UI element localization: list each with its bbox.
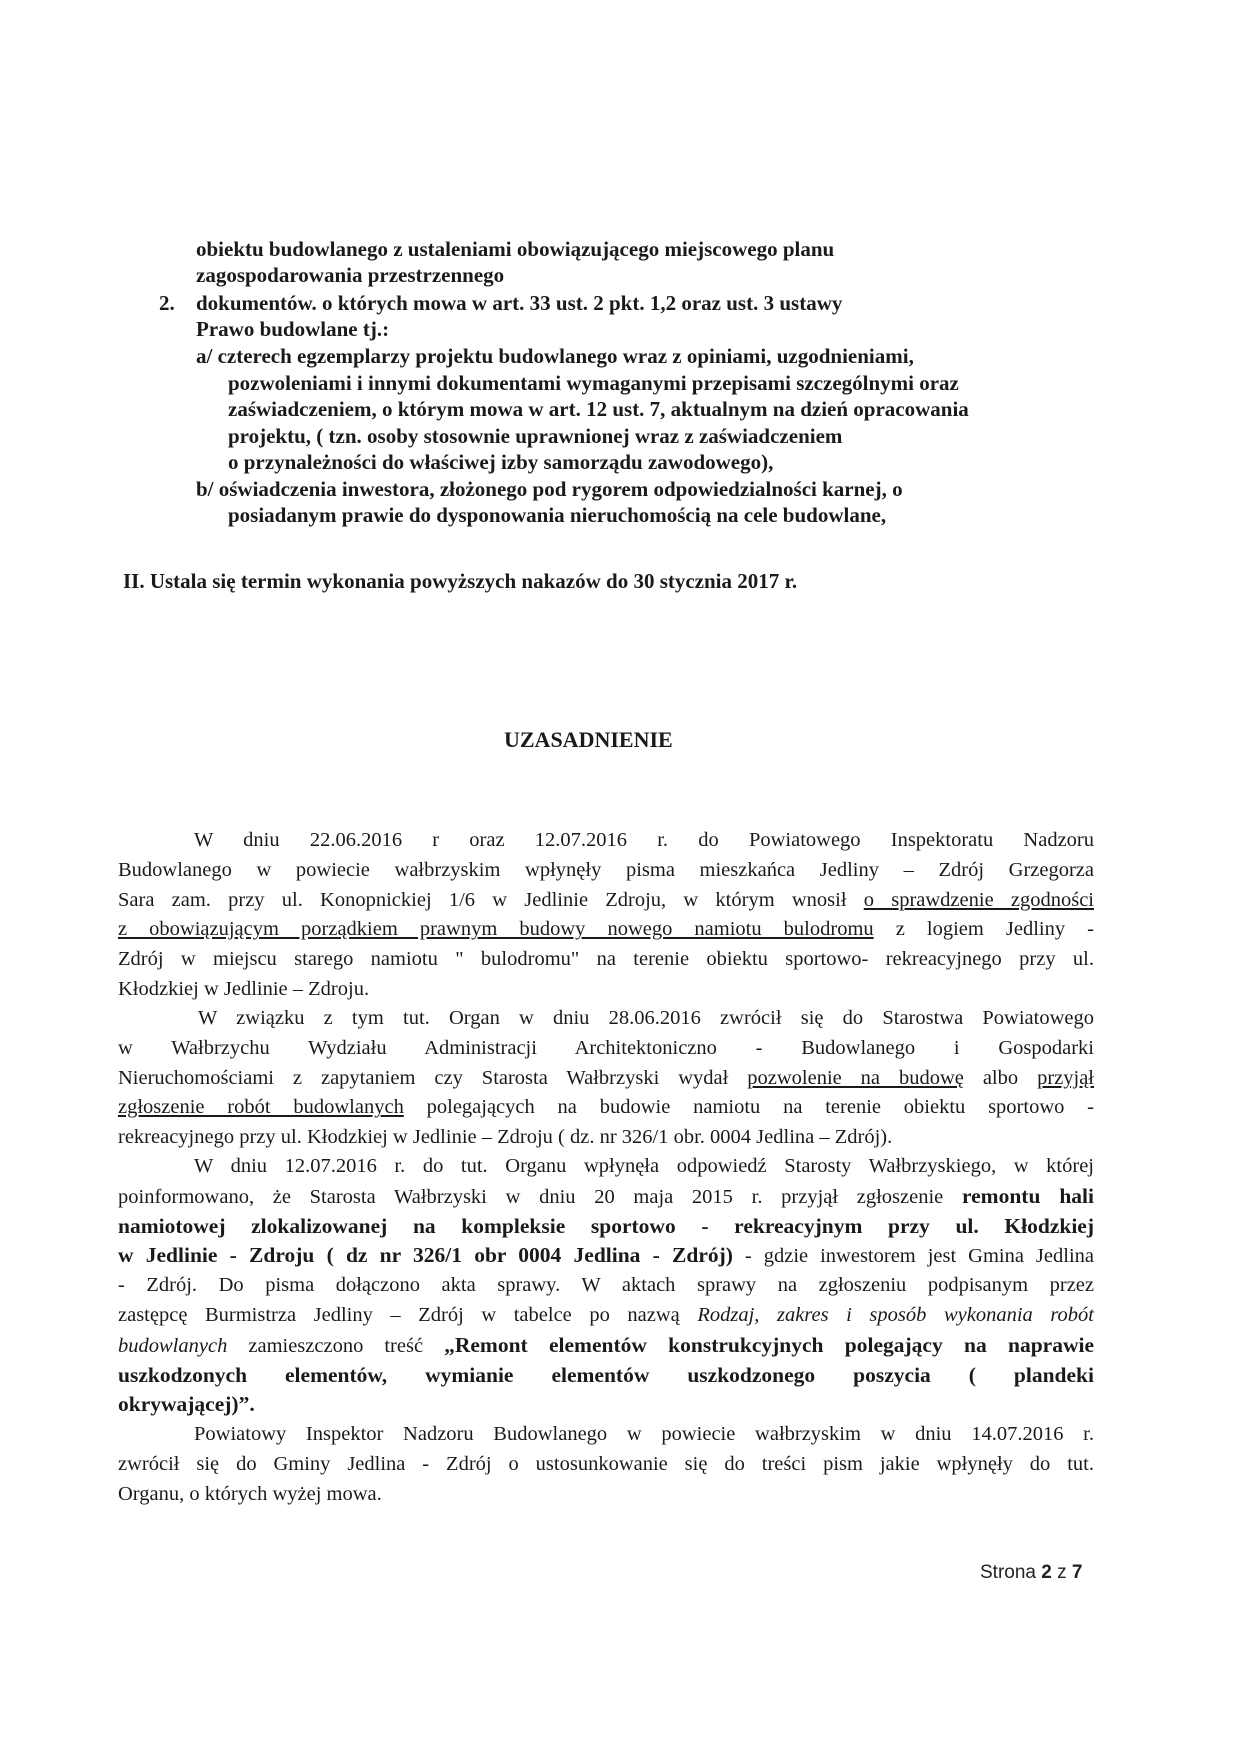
text-line bbox=[118, 1093, 1094, 1123]
underlined-text: z obowiązującym porządkiem prawnym budowy nowego namiotu bulodromu bbox=[118, 918, 874, 941]
list-line: zagospodarowania przestrzennego bbox=[196, 263, 505, 287]
text-line: Budowlanego w powiecie wałbrzyskim wpłynęły pisma mieszkańca Jedliny – Zdrój Grzegorza bbox=[118, 858, 1094, 881]
text-run: poinformowano, że Starosta Wałbrzyski w dniu 20 maja 2015 r. przyjął zgłoszenie bbox=[118, 1185, 962, 1208]
page-of: z bbox=[1057, 1562, 1067, 1583]
sublist-a-line: a/ czterech egzemplarzy projektu budowlanego wraz z opiniami, uzgodnieniami, bbox=[196, 344, 914, 368]
text-line bbox=[118, 1064, 1094, 1094]
text-line: W związku z tym tut. Organ w dniu 28.06.2016 zwrócił się do Starostwa Powiatowego bbox=[198, 1007, 1094, 1029]
text-line: Powiatowy Inspektor Nadzoru Budowlanego w powiecie wałbrzyskim w dniu 14.07.2016 r. bbox=[194, 1423, 1094, 1445]
sublist-a-line: projektu, ( tzn. osoby stosownie uprawnionej wraz z zaświadczeniem bbox=[228, 424, 843, 448]
text-run: - gdzie inwestorem jest Gmina Jedlina bbox=[732, 1245, 1094, 1268]
text-run: albo bbox=[963, 1066, 1038, 1089]
text-run: z logiem Jedliny - bbox=[873, 918, 1094, 941]
text-run: Nieruchomościami z zapytaniem czy Starosta Wałbrzyski wydał bbox=[118, 1066, 748, 1089]
underlined-text: o sprawdzenie zgodności bbox=[863, 888, 1095, 911]
underlined-text: pozwolenie na budowę bbox=[747, 1066, 964, 1089]
paragraph-4 bbox=[118, 1420, 1094, 1509]
text-line bbox=[118, 1241, 1094, 1271]
page-number bbox=[980, 1562, 1082, 1584]
bold-text-line: uszkodzonych elementów, wymianie elementów uszkodzonego poszycia ( plandeki bbox=[118, 1362, 1094, 1387]
total-pages: 7 bbox=[1071, 1562, 1083, 1583]
text-line: W dniu 12.07.2016 r. do tut. Organu wpłynęła odpowiedź Starosty Wałbrzyskiego, w której bbox=[194, 1155, 1094, 1177]
paragraph-3 bbox=[118, 1152, 1094, 1420]
sublist-b-line: b/ oświadczenia inwestora, złożonego pod rygorem odpowiedzialności karnej, o bbox=[196, 477, 903, 501]
text-run: Sara zam. przy ul. Konopnickiej 1/6 w Jedlinie Zdroju, w którym wnosił bbox=[118, 888, 864, 911]
underlined-text: zgłoszenie robót budowlanych bbox=[118, 1096, 404, 1119]
text-line: rekreacyjnego przy ul. Kłodzkiej w Jedlinie – Zdroju ( dz. nr 326/1 obr. 0004 Jedlina – Zdrój). bbox=[118, 1126, 893, 1149]
text-run: zastępcę Burmistrza Jedliny – Zdrój w tabelce po nazwą bbox=[118, 1303, 698, 1326]
text-line bbox=[118, 1331, 1094, 1361]
bold-text: w Jedlinie - Zdroju ( dz nr 326/1 obr 0004 Jedlina - Zdrój) bbox=[118, 1243, 733, 1268]
page-label: Strona bbox=[980, 1562, 1036, 1583]
bold-text-line: okrywającej)”. bbox=[118, 1392, 255, 1417]
paragraph-1 bbox=[118, 826, 1094, 1005]
text-line: Organu, o których wyżej mowa. bbox=[118, 1482, 382, 1505]
text-line: Kłodzkiej w Jedlinie – Zdroju. bbox=[118, 977, 370, 1000]
text-line: - Zdrój. Do pisma dołączono akta sprawy. W aktach sprawy na zgłoszeniu podpisanym przez bbox=[118, 1274, 1094, 1297]
underlined-text: przyjął bbox=[1037, 1066, 1094, 1089]
text-line bbox=[118, 1182, 1094, 1212]
sublist-a-line: pozwoleniami i innymi dokumentami wymaganymi przepisami szczególnymi oraz bbox=[228, 371, 959, 395]
paragraph-2 bbox=[118, 1004, 1094, 1153]
text-line: W dniu 22.06.2016 r oraz 12.07.2016 r. do Powiatowego Inspektoratu Nadzoru bbox=[194, 829, 1094, 851]
list-item-number: 2. bbox=[159, 291, 175, 315]
italic-text: Rodzaj, zakres i sposób wykonania robót bbox=[697, 1303, 1094, 1326]
section-ii: II. Ustala się termin wykonania powyższych nakazów do 30 stycznia 2017 r. bbox=[123, 569, 798, 593]
text-run: zamieszczono treść bbox=[227, 1334, 445, 1357]
page-title: UZASADNIENIE bbox=[504, 727, 673, 752]
text-line bbox=[118, 915, 1094, 945]
list-line: Prawo budowlane tj.: bbox=[196, 317, 390, 341]
bold-text-line: namiotowej zlokalizowanej na kompleksie sportowo - rekreacyjnym przy ul. Kłodzkiej bbox=[118, 1213, 1094, 1238]
current-page: 2 bbox=[1041, 1562, 1052, 1583]
list-line: dokumentów. o których mowa w art. 33 ust. 2 pkt. 1,2 oraz ust. 3 ustawy bbox=[196, 291, 843, 315]
text-line: w Wałbrzychu Wydziału Administracji Architektoniczno - Budowlanego i Gospodarki bbox=[118, 1036, 1094, 1059]
sublist-a-line: zaświadczeniem, o którym mowa w art. 12 ust. 7, aktualnym na dzień opracowania bbox=[228, 397, 969, 421]
sublist-a-line: o przynależności do właściwej izby samorządu zawodowego), bbox=[228, 450, 774, 474]
text-line: Zdrój w miejscu starego namiotu " bulodromu" na terenie obiektu sportowo- rekreacyjnego przy ul. bbox=[118, 948, 1094, 971]
text-line bbox=[118, 1301, 1094, 1331]
text-line bbox=[118, 886, 1094, 916]
text-run: polegających na budowie namiotu na terenie obiektu sportowo - bbox=[403, 1096, 1094, 1119]
italic-text: budowlanych bbox=[118, 1334, 228, 1357]
bold-text: remontu hali bbox=[961, 1183, 1094, 1208]
text-line: zwrócił się do Gminy Jedlina - Zdrój o ustosunkowanie się do treści pism jakie wpłynęły do tut. bbox=[118, 1452, 1094, 1475]
bold-text: „Remont elementów konstrukcyjnych polegający na naprawie bbox=[444, 1332, 1094, 1357]
sublist-b-line: posiadanym prawie do dysponowania nieruchomością na cele budowlane, bbox=[228, 503, 887, 527]
list-line: obiektu budowlanego z ustaleniami obowiązującego miejscowego planu bbox=[196, 237, 835, 261]
